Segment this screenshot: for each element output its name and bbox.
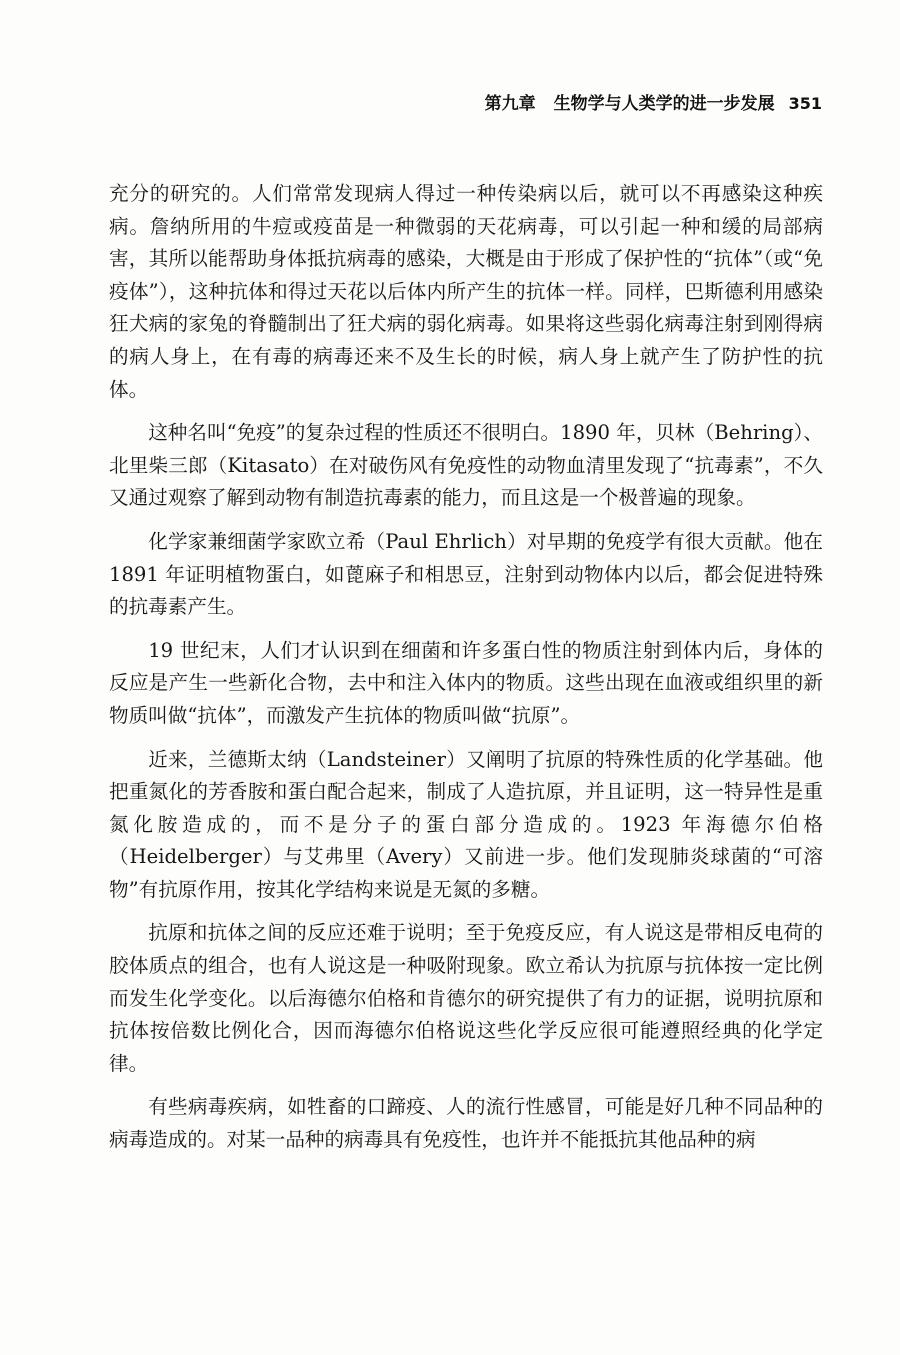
chapter-label: 第九章 <box>484 94 536 114</box>
paragraph-4: 19 世纪末，人们才认识到在细菌和许多蛋白性的物质注射到体内后，身体的反应是产生一些新化合物，去中和注入体内的物质。这些出现在血液或组织里的新物质叫做“抗体”，而激发产生抗体的物质叫做“抗原”。 <box>109 638 823 727</box>
paragraph-3: 化学家兼细菌学家欧立希（Paul Ehrlich）对早期的免疫学有很大贡献。他在 1891 年证明植物蛋白，如蓖麻子和相思豆，注射到动物体内以后，都会促进特殊的抗毒素产生。 <box>109 529 823 619</box>
page-number: 351 <box>788 94 822 113</box>
body-text <box>109 178 823 1168</box>
paragraph-5: 近来，兰德斯太纳（Landsteiner）又阐明了抗原的特殊性质的化学基础。他把重氮化的芳香胺和蛋白配合起来，制成了人造抗原，并且证明，这一特异性是重氮化胺造成的，而不是分子的蛋白部分造成的。1923 年海德尔伯格（Heidelberger）与艾弗里（Avery）又前进一步。他们发现肺炎球菌的“可溶物”有抗原作用，按其化学结构来说是无氮的多糖。 <box>109 747 823 901</box>
paragraph-6: 抗原和抗体之间的反应还难于说明；至于免疫反应，有人说这是带相反电荷的胶体质点的组合，也有人说这是一种吸附现象。欧立希认为抗原与抗体按一定比例而发生化学变化。以后海德尔伯格和肯德尔的研究提供了有力的证据，说明抗原和抗体按倍数比例化合，因而海德尔伯格说这些化学反应很可能遵照经典的化学定律。 <box>109 921 823 1075</box>
paragraph-2: 这种名叫“免疫”的复杂过程的性质还不很明白。1890 年，贝林（Behring）、北里柴三郎（Kitasato）在对破伤风有免疫性的动物血清里发现了“抗毒素”，不久又通过观察了解到动物有制造抗毒素的能力，而且这是一个极普遍的现象。 <box>109 421 823 510</box>
running-header <box>485 94 822 114</box>
chapter-title: 生物学与人类学的进一步发展 <box>553 94 775 114</box>
paragraph-7: 有些病毒疾病，如牲畜的口蹄疫、人的流行性感冒，可能是好几种不同品种的病毒造成的。对某一品种的病毒具有免疫性，也许并不能抵抗其他品种的病 <box>109 1095 823 1152</box>
paragraph-1: 充分的研究的。人们常常发现病人得过一种传染病以后，就可以不再感染这种疾病。詹纳所用的牛痘或疫苗是一种微弱的天花病毒，可以引起一种和缓的局部病害，其所以能帮助身体抵抗病毒的感染，大概是由于形成了保护性的“抗体”（或“免疫体”），这种抗体和得过天花以后体内所产生的抗体一样。同样，巴斯德利用感染狂犬病的家兔的脊髓制出了狂犬病的弱化病毒。如果将这些弱化病毒注射到刚得病的病人身上，在有毒的病毒还来不及生长的时候，病人身上就产生了防护性的抗体。 <box>109 182 823 401</box>
